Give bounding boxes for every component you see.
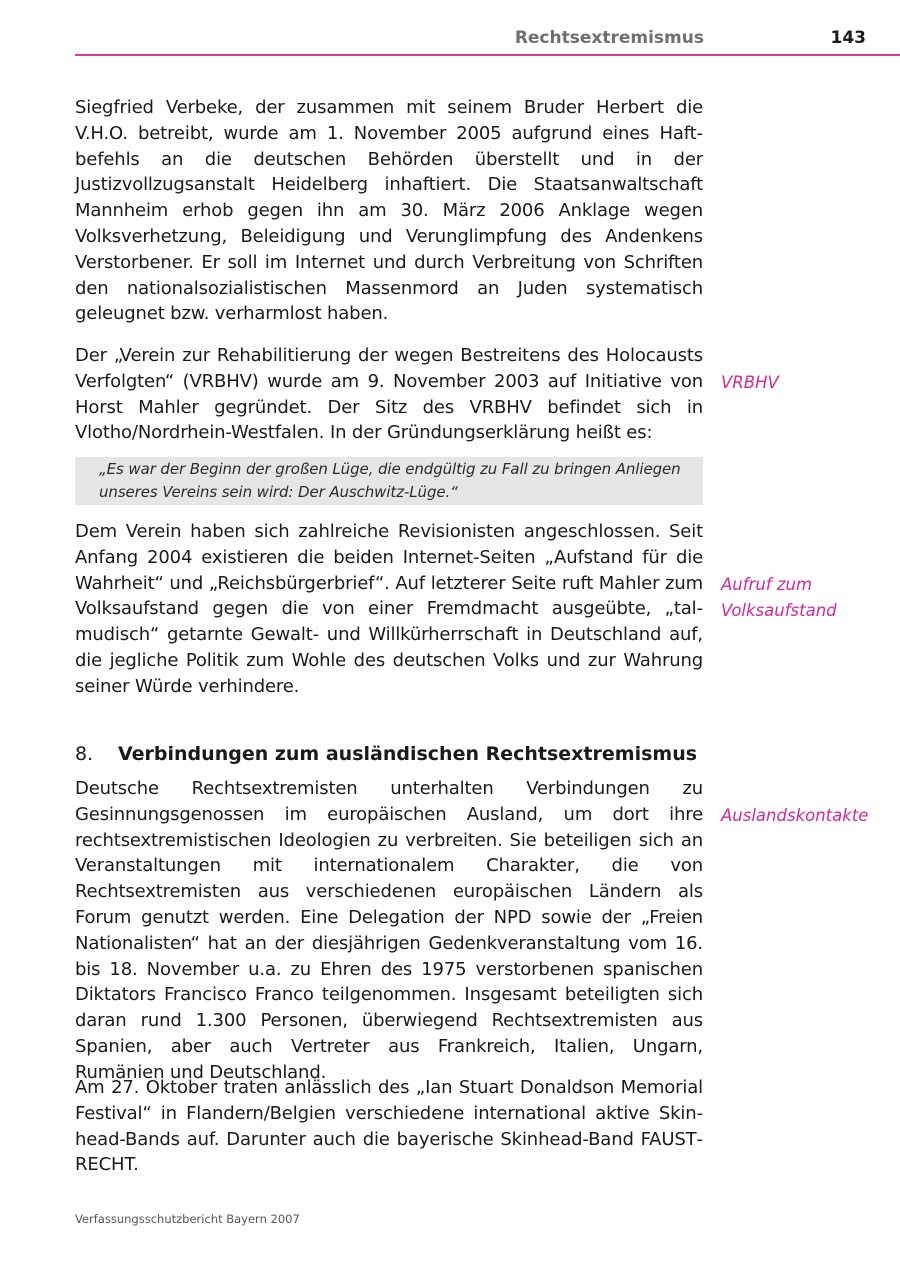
- section-heading: [75, 741, 715, 767]
- margin-note-aufruf: [721, 572, 891, 624]
- page-header: [75, 28, 900, 56]
- paragraph-auslandskontakte: Deutsche Rechtsextremisten unterhalten Verbindungen zu Gesinnungsgenossen im europäischen Ausland, um dort ihre rechtsextremistischen Ideologien zu verbreiten. Sie beteiligen sich an Veranstaltungen mit internationalem Charakter, die von Rechtsextremisten aus verschiedenen europäischen Ländern als Forum genutzt werden. Eine Delegation der NPD sowie der „Freien Nationalisten“ hat an der diesjährigen Gedenkveranstaltung vom 16. bis 18. November u.a. zu Ehren des 1975 verstorbenen spanischen Diktators Francisco Franco teilgenommen. Insgesamt beteiligten sich daran rund 1.300 Personen, überwiegend Rechtsextremisten aus Spanien, aber auch Vertreter aus Frankreich, Italien, Ungarn, Rumänien und Deutschland.: [75, 778, 703, 1083]
- header-rule: [75, 54, 900, 56]
- section-number: 8.: [75, 743, 94, 765]
- blockquote-founding-declaration: „Es war der Beginn der großen Lüge, die endgültig zu Fall zu bringen Anliegen unseres Vereins sein wird: Der Auschwitz-Lüge.“: [75, 457, 703, 505]
- margin-note-aufruf-line2: Volksaufstand: [721, 600, 837, 620]
- margin-note-auslandskontakte: Auslandskontakte: [721, 806, 869, 825]
- margin-note-vrbhv: VRBHV: [721, 373, 779, 392]
- running-header-title: Rechtsextremismus: [514, 28, 704, 48]
- margin-note-aufruf-line1: Aufruf zum: [721, 575, 813, 594]
- page-number: 143: [830, 28, 866, 48]
- paragraph-vrbhv: Der „Verein zur Rehabilitierung der wegen Bestreitens des Holocausts Verfolgten“ (VRBHV) wurde am 9. November 2003 auf Initiative von Horst Mahler gegründet. Der Sitz des VRBHV befindet sich in Vlotho/Nordrhein-Westfalen. In der Gründungserklärung heißt es:: [75, 345, 703, 444]
- page-footer: Verfassungsschutzbericht Bayern 2007: [75, 1212, 300, 1226]
- paragraph-verbeke: Siegfried Verbeke, der zusammen mit seinem Bruder Herbert die V.H.O. betreibt, wurde am 1. November 2005 aufgrund eines Haftbefehls an die deutschen Behörden überstellt und in der Justizvollzugsanstalt Heidelberg inhaftiert. Die Staatsanwaltschaft Mannheim erhob gegen ihn am 30. März 2006 Anklage wegen Volksverhetzung, Beleidigung und Verunglimpfung des Andenkens Verstorbener. Er soll im Internet und durch Verbreitung von Schriften den nationalsozialistischen Massenmord an Juden systematisch geleugnet bzw. verharmlost haben.: [75, 97, 703, 325]
- section-title: Verbindungen zum ausländischen Rechtsextremismus: [118, 743, 698, 765]
- paragraph-skinhead-festival: Am 27. Oktober traten anlässlich des „Ian Stuart Donaldson Memorial Festival“ in Flandern/Belgien verschiedene international aktive Skinhead-Bands auf. Darunter auch die bayerische Skinhead-Band FAUSTRECHT.: [75, 1077, 703, 1176]
- paragraph-revisionisten: Dem Verein haben sich zahlreiche Revisionisten angeschlossen. Seit Anfang 2004 existieren die beiden Internet-Seiten „Aufstand für die Wahrheit“ und „Reichsbürgerbrief“. Auf letzterer Seite ruft Mahler zum Volksaufstand gegen die von einer Fremdmacht ausgeübte, „talmudisch“ getarnte Gewalt- und Willkürherrschaft in Deutschland auf, die jegliche Politik zum Wohle des deutschen Volks und zur Wahrung seiner Würde verhindere.: [75, 521, 703, 697]
